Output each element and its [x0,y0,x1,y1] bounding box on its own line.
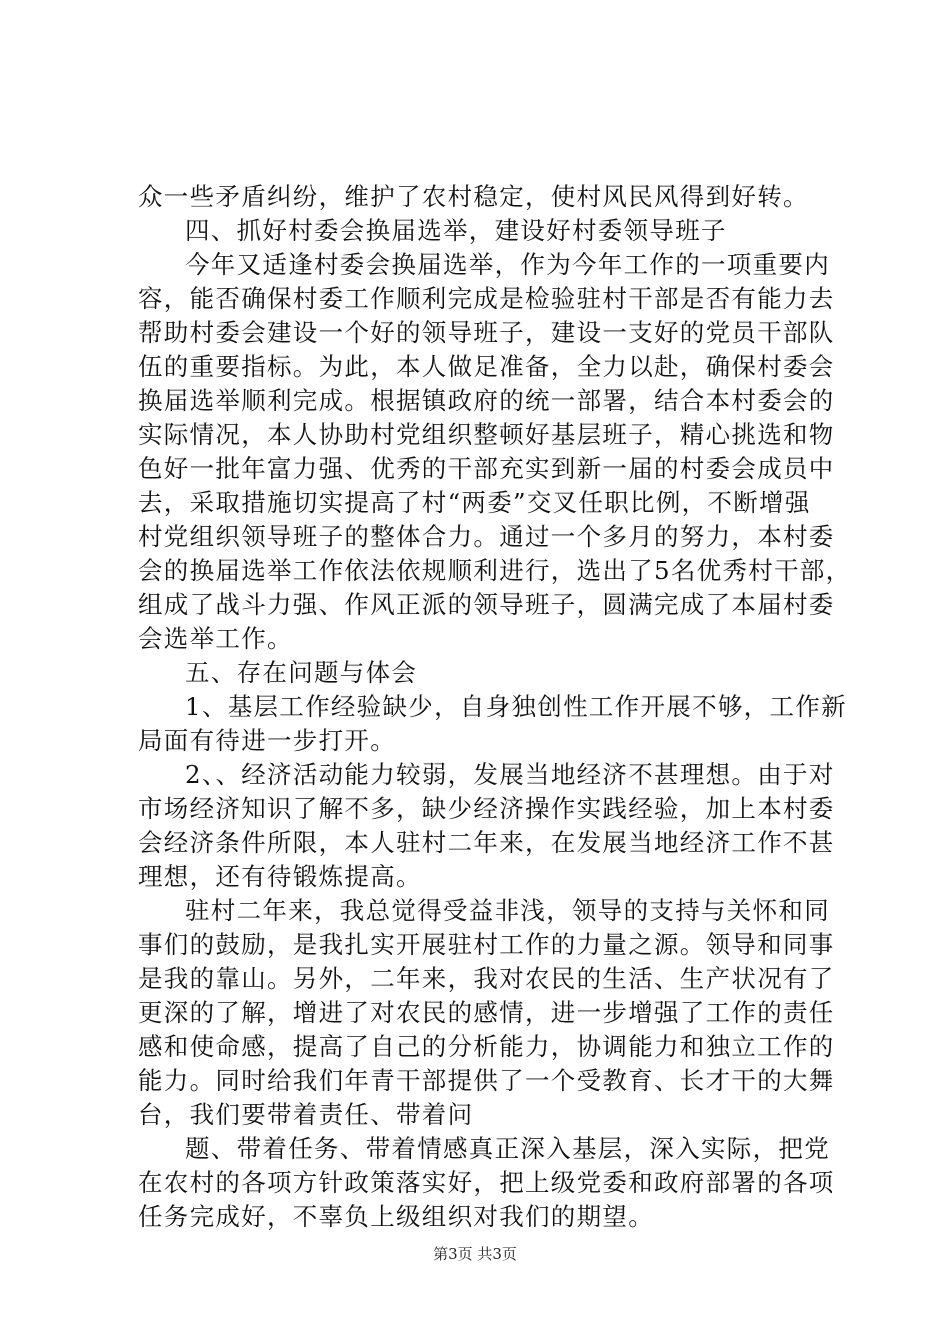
text-line: 去，采取措施切实提高了村“两委”交叉任职比例，不断增强 [138,488,811,517]
text-line: 台，我们要带着责任、带着问 [138,1100,474,1129]
text-line: 理想，还有待锻炼提高。 [138,862,422,891]
text-line: 事们的鼓励，是我扎实开展驻村工作的力量之源。领导和同事 [138,930,835,959]
text-line: 驻村二年来，我总觉得受益非浅，领导的支持与关怀和同 [185,896,830,925]
text-line: 会选举工作。 [138,624,293,653]
text-line: 会经济条件所限，本人驻村二年来，在发展当地经济工作不甚 [138,828,835,857]
text-line: 局面有待进一步打开。 [138,726,396,755]
text-line: 更深的了解，增进了对农民的感情，进一步增强了工作的责任 [138,998,835,1027]
text-line: 在农村的各项方针政策落实好，把上级党委和政府部署的各项 [138,1168,835,1197]
text-line: 2、、经济活动能力较弱，发展当地经济不甚理想。由于对 [185,760,835,789]
text-line: 市场经济知识了解不多，缺少经济操作实践经验，加上本村委 [138,794,835,823]
text-line: 容，能否确保村委工作顺利完成是检验驻村干部是否有能力去 [138,284,835,313]
text-line: 能力。同时给我们年青干部提供了一个受教育、长才干的大舞 [138,1066,835,1095]
text-line: 感和使命感，提高了自己的分析能力，协调能力和独立工作的 [138,1032,835,1061]
section-heading-5: 五、存在问题与体会 [185,658,418,687]
text-line: 会的换届选举工作依法依规顺利进行，选出了5名优秀村干部， [138,556,852,585]
text-line: 今年又适逢村委会换届选举，作为今年工作的一项重要内 [185,250,830,279]
text-line: 村党组织领导班子的整体合力。通过一个多月的努力，本村委 [138,522,835,551]
text-line: 帮助村委会建设一个好的领导班子，建设一支好的党员干部队 [138,318,835,347]
text-line: 换届选举顺利完成。根据镇政府的统一部署，结合本村委会的 [138,386,835,415]
text-line: 题、带着任务、带着情感真正深入基层，深入实际，把党 [185,1134,830,1163]
text-line: 伍的重要指标。为此，本人做足准备，全力以赴，确保村委会 [138,352,835,381]
text-line: 任务完成好，不辜负上级组织对我们的期望。 [138,1202,654,1231]
text-line: 色好一批年富力强、优秀的干部充实到新一届的村委会成员中 [138,454,835,483]
section-heading-4: 四、抓好村委会换届选举，建设好村委领导班子 [185,216,727,245]
page-number-footer: 第3页 共3页 [433,1245,517,1263]
text-line: 1、基层工作经验缺少，自身独创性工作开展不够，工作新 [185,692,847,721]
text-line: 众一些矛盾纠纷，维护了农村稳定，使村风民风得到好转。 [138,182,809,211]
text-line: 实际情况，本人协助村党组织整顿好基层班子，精心挑选和物 [138,420,835,449]
text-line: 是我的靠山。另外，二年来，我对农民的生活、生产状况有了 [138,964,835,993]
text-line: 组成了战斗力强、作风正派的领导班子，圆满完成了本届村委 [138,590,835,619]
